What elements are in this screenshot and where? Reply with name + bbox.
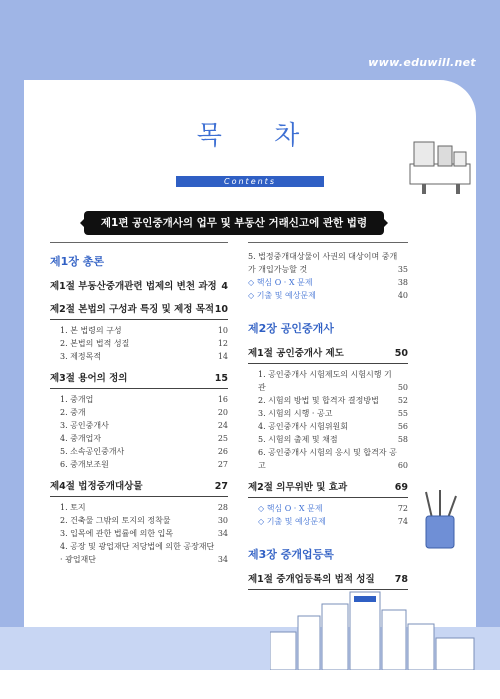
toc-item[interactable]: 4. 중개업자 25 bbox=[60, 434, 228, 443]
section-divider bbox=[50, 319, 228, 320]
toc-item[interactable]: 5. 시험의 출제 및 채점 58 bbox=[258, 435, 408, 444]
toc-item[interactable]: ◇ 핵심 O · X 문제 72 bbox=[258, 504, 408, 513]
section-divider bbox=[50, 388, 228, 389]
toc-item[interactable]: ◇ 기출 및 예상문제 40 bbox=[248, 291, 408, 300]
toc-item[interactable]: 2. 건축물 그밖의 토지의 정착물 30 bbox=[60, 516, 228, 525]
toc-item[interactable]: 6. 중개보조원 27 bbox=[60, 460, 228, 469]
toc-item[interactable]: 2. 중개 20 bbox=[60, 408, 228, 417]
toc-right-column bbox=[248, 250, 408, 594]
toc-item[interactable]: 1. 토지 28 bbox=[60, 503, 228, 512]
toc-item[interactable]: 6. 공인중개사 시험의 응시 및 합격자 공고 60 bbox=[258, 448, 408, 470]
toc-item[interactable]: 1. 중개업 16 bbox=[60, 395, 228, 404]
site-url: www.eduwill.net bbox=[368, 56, 476, 69]
section-divider bbox=[248, 497, 408, 498]
toc-item[interactable]: 1. 본 법령의 구성 10 bbox=[60, 326, 228, 335]
section-divider bbox=[248, 363, 408, 364]
toc-item[interactable]: 2. 본법의 법적 성질 12 bbox=[60, 339, 228, 348]
chapter-title: 제1장 총론 bbox=[50, 255, 104, 268]
toc-item[interactable]: 1. 공인중개사 시험제도의 시험시행 기관 50 bbox=[258, 370, 408, 392]
toc-item[interactable]: ◇ 기출 및 예상문제 74 bbox=[258, 517, 408, 526]
toc-item[interactable]: 3. 시험의 시행 · 공고 55 bbox=[258, 409, 408, 418]
toc-left-column bbox=[50, 253, 228, 566]
page-title: 목 차 bbox=[196, 121, 322, 151]
toc-item[interactable]: 5. 법정중개대상물이 사권의 대상이며 중개가 개입가능할 것 35 bbox=[248, 252, 408, 274]
toc-item[interactable]: 2. 시험의 방법 및 합격자 결정방법 52 bbox=[258, 396, 408, 405]
section-heading[interactable]: 제4절 법정중개대상물 27 bbox=[50, 481, 228, 492]
toc-item[interactable]: 3. 제정목적 14 bbox=[60, 352, 228, 361]
toc-item[interactable]: 4. 공장 및 광업재단 저당법에 의한 공장재단 · 광업재단 34 bbox=[60, 542, 228, 564]
contents-label: Contents bbox=[176, 176, 324, 187]
chapter-title: 제2장 공인중개사 bbox=[248, 322, 334, 335]
section-heading[interactable]: 제1절 공인중개사 제도 50 bbox=[248, 348, 408, 359]
toc-item[interactable]: 3. 공인중개사 24 bbox=[60, 421, 228, 430]
section-divider bbox=[50, 496, 228, 497]
section-heading[interactable]: 제2절 본법의 구성과 특징 및 제정 목적 10 bbox=[50, 304, 228, 315]
toc-item[interactable]: ◇ 핵심 O · X 문제 38 bbox=[248, 278, 408, 287]
section-heading[interactable]: 제1절 중개업등록의 법적 성질 78 bbox=[248, 574, 408, 585]
toc-item[interactable]: 5. 소속공인중개사 26 bbox=[60, 447, 228, 456]
part-banner: 제1편 공인중개사의 업무 및 부동산 거래신고에 관한 법령 bbox=[84, 211, 384, 235]
toc-item[interactable]: 4. 공인중개사 시험위원회 56 bbox=[258, 422, 408, 431]
toc-item[interactable]: 3. 입목에 관한 법률에 의한 입목 34 bbox=[60, 529, 228, 538]
divider-right bbox=[248, 242, 408, 243]
section-heading[interactable]: 제3절 용어의 정의 15 bbox=[50, 373, 228, 384]
chapter-title: 제3장 중개업등록 bbox=[248, 548, 334, 561]
section-heading[interactable]: 제2절 의무위반 및 효과 69 bbox=[248, 482, 408, 493]
section-heading[interactable]: 제1절 부동산중개관련 법제의 변천 과정 4 bbox=[50, 281, 228, 292]
city-skyline-illustration bbox=[270, 586, 476, 670]
bottom-margin bbox=[0, 670, 500, 699]
divider-left bbox=[50, 242, 228, 243]
pencil-cup-illustration bbox=[418, 488, 462, 552]
